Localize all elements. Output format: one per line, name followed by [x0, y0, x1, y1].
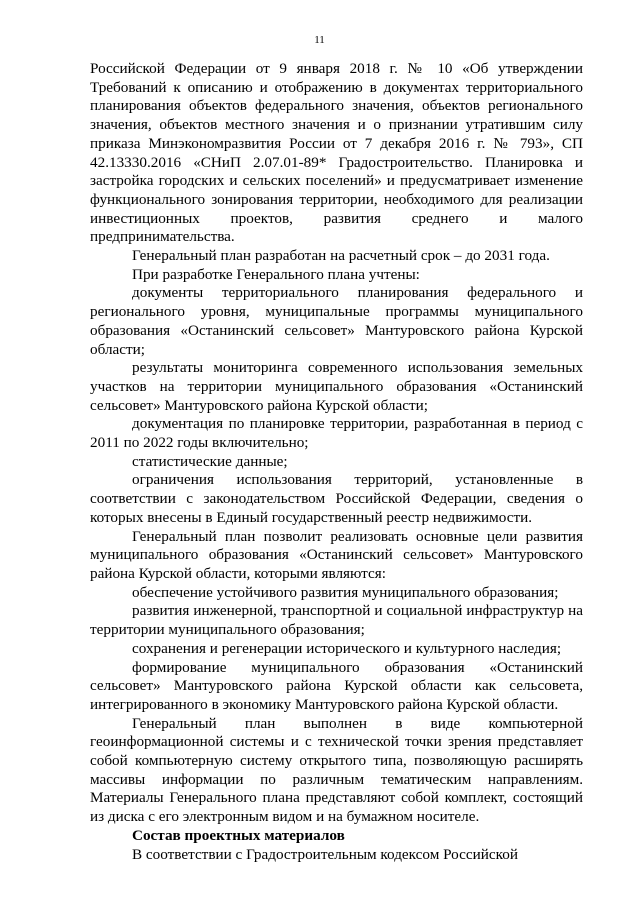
- list-item: сохранения и регенерации исторического и культурного наследия;: [132, 639, 562, 657]
- page-number: 11: [314, 34, 325, 46]
- section-heading: Состав проектных материалов: [132, 826, 345, 844]
- paragraph: Генеральный план разработан на расчетный срок – до 2031 года.: [132, 247, 550, 265]
- list-item: обеспечение устойчивого развития муниципального образования;: [132, 583, 559, 601]
- document-body: [90, 60, 583, 864]
- list-item: статистические данные;: [132, 452, 288, 470]
- paragraph: При разработке Генерального плана учтены:: [132, 265, 420, 283]
- list-item: ограничения использования территорий, установленные в соответствии с законодательством Российской Федерации, сведения о которых внесены в Единый государственный реестр недвижимости.: [90, 471, 583, 526]
- list-item: результаты мониторинга современного использования земельных участков на территории муниципального образования «Останинский сельсовет» Мантуровского района Курской области;: [90, 359, 583, 414]
- paragraph: Генеральный план выполнен в виде компьютерной геоинформационной системы и с технической точки зрения представляет собой компьютерную систему открытого типа, позволяющую расширять массивы информации по различным тематическим направлениям. Материалы Генерального плана представляют собой комплект, состоящий из диска с его электронным видом и на бумажном носителе.: [90, 714, 583, 826]
- list-item: документы территориального планирования федерального и регионального уровня, муниципальные программы муниципального образования «Останинский сельсовет» Мантуровского района Курской области;: [90, 284, 583, 358]
- paragraph: Российской Федерации от 9 января 2018 г. № 10 «Об утверждении Требований к описанию и отображению в документах территориального планирования объектов федерального значения, объектов регионального значения, объектов местного значения и о признании утратившим силу приказа Минэкономразвития России от 7 декабря 2016 г. № 793», СП 42.13330.2016 «СНиП 2.07.01-89* Градостроительство. Планировка и застройка городских и сельских поселений» и предусматривает изменение функционального зонирования территории, необходимого для реализации инвестиционных проектов, развития среднего и малого предпринимательства.: [90, 60, 583, 246]
- list-item: документация по планировке территории, разработанная в период с 2011 по 2022 годы включительно;: [90, 415, 583, 452]
- list-item: формирование муниципального образования «Останинский сельсовет» Мантуровского района Курской области как сельсовета, интегрированного в экономику Мантуровского района Курской области.: [90, 658, 583, 713]
- list-item: развития инженерной, транспортной и социальной инфраструктур на территории муниципального образования;: [90, 602, 583, 639]
- paragraph: Генеральный план позволит реализовать основные цели развития муниципального образования «Останинский сельсовет» Мантуровского района Курской области, которыми являются:: [90, 527, 583, 582]
- paragraph: В соответствии с Градостроительным кодексом Российской: [132, 845, 518, 863]
